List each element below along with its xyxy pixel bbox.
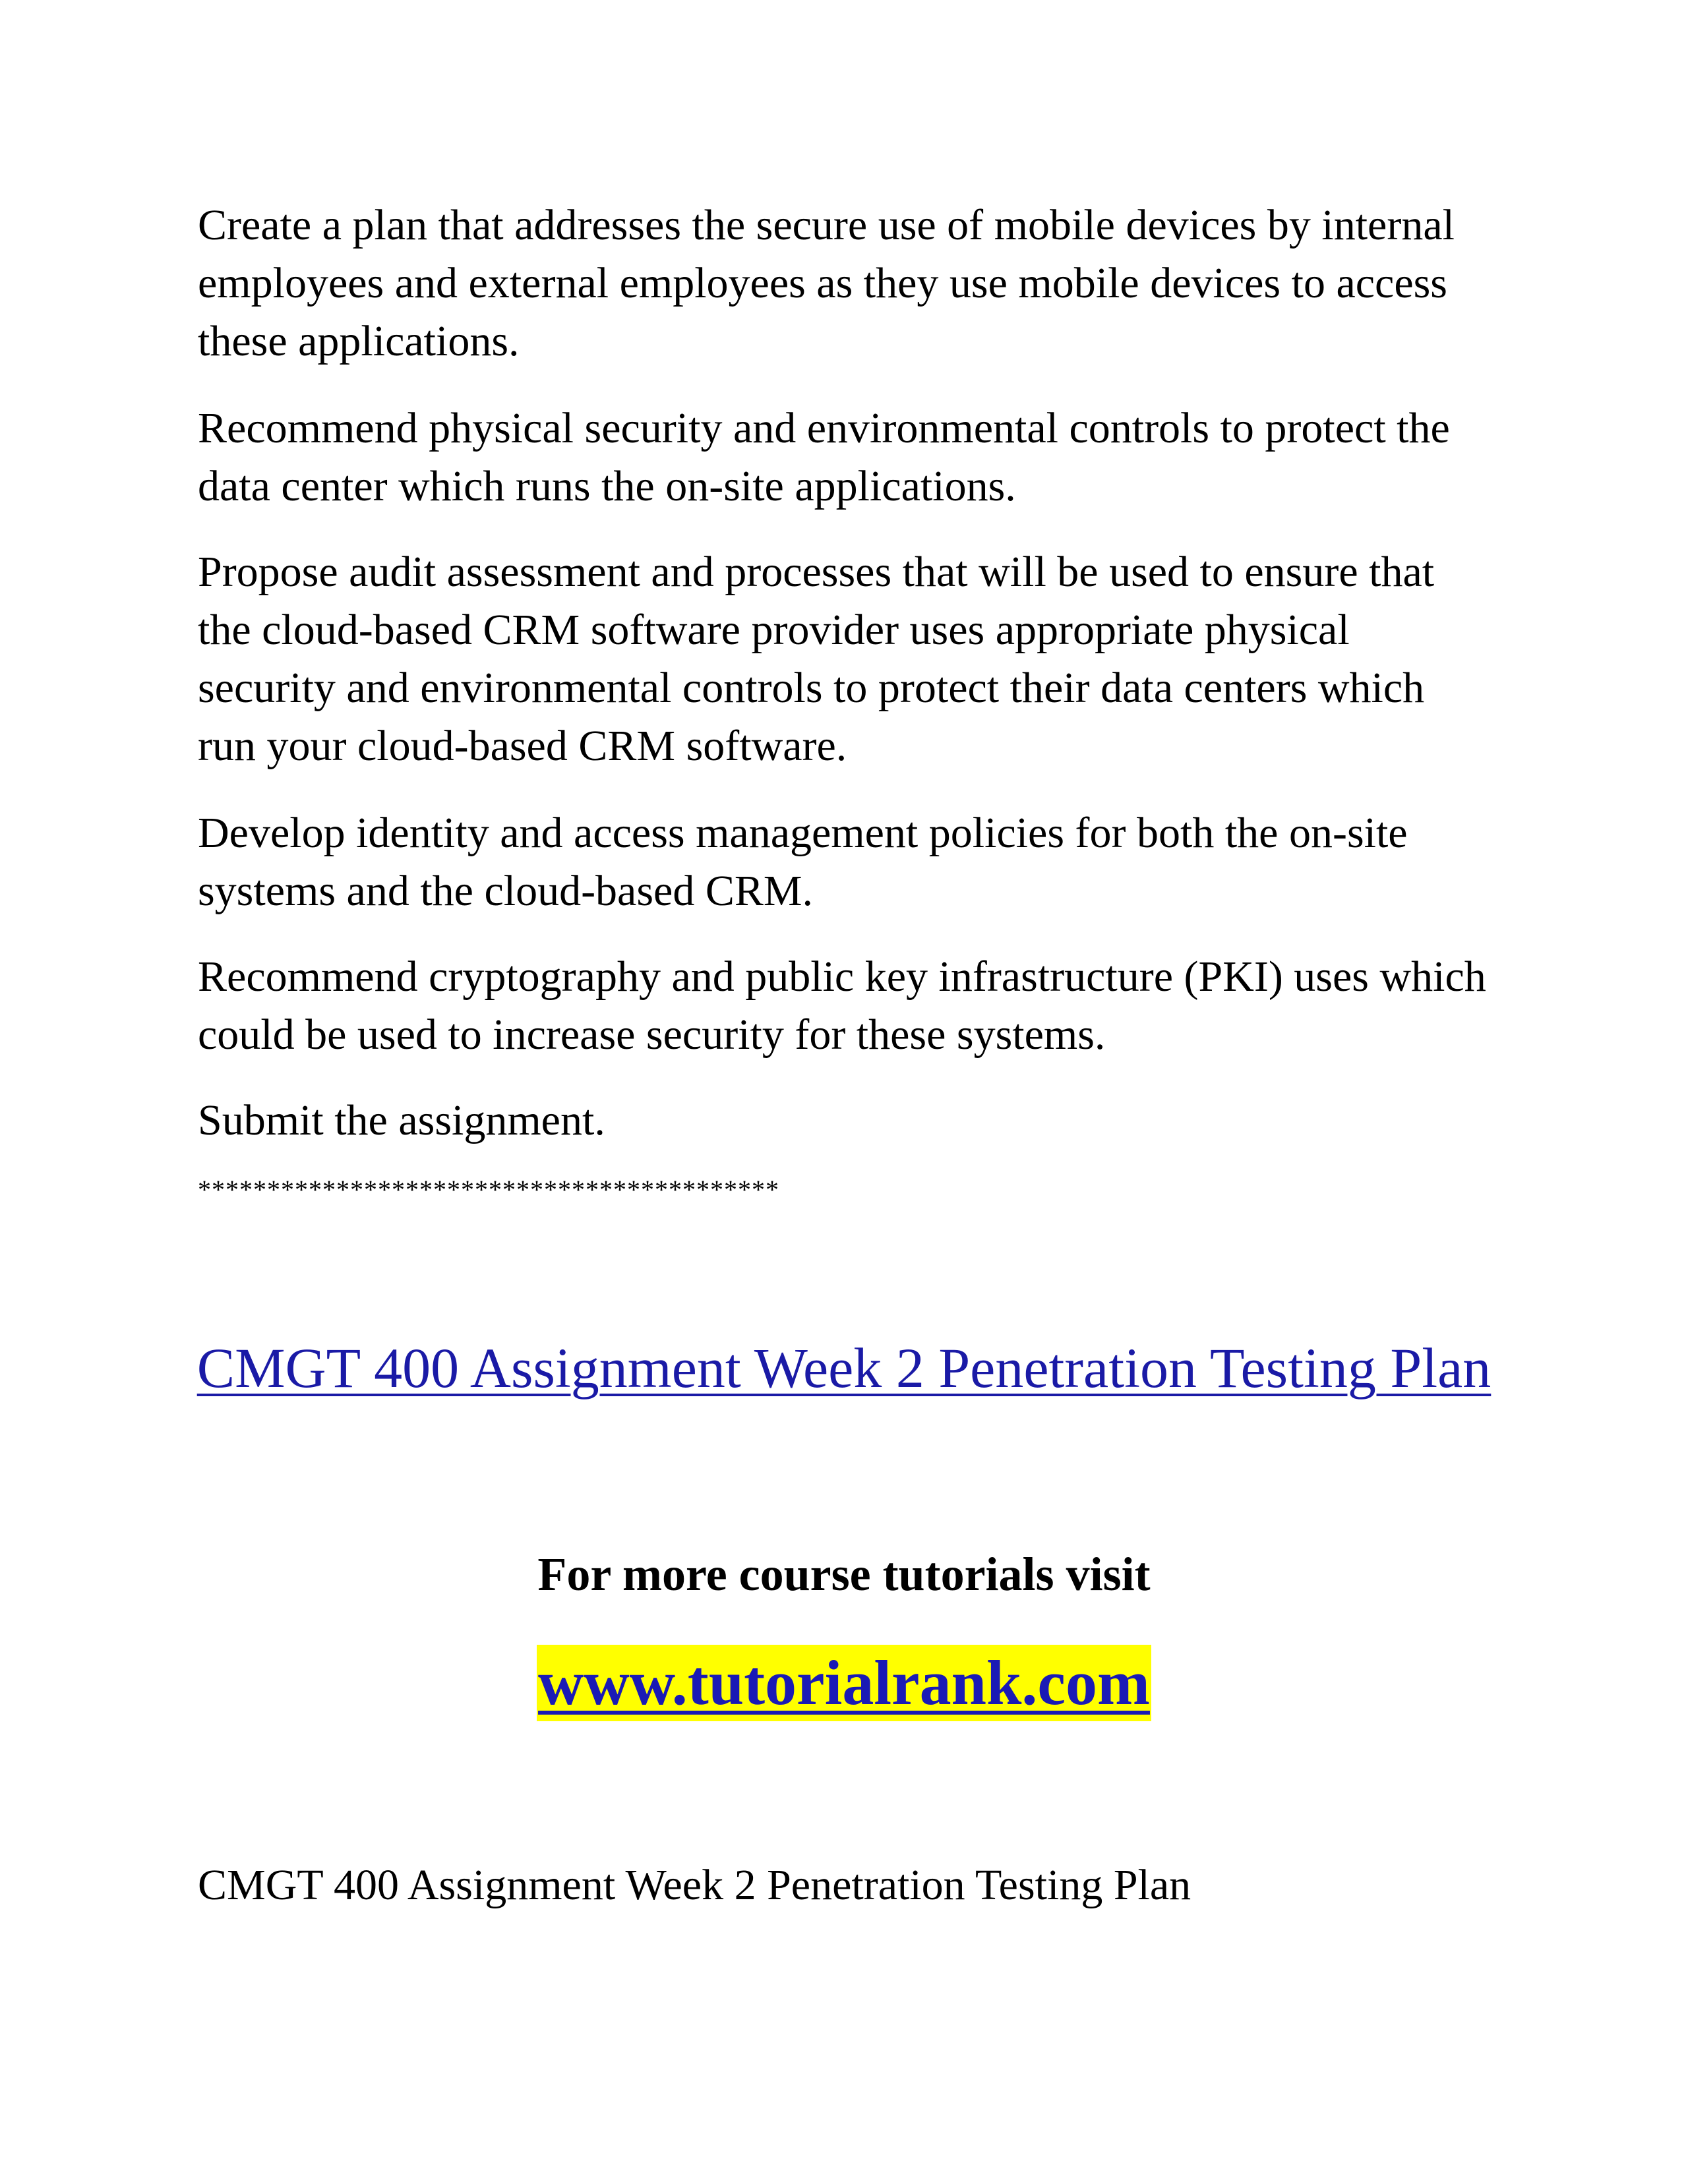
promo-heading: For more course tutorials visit	[537, 1548, 1151, 1601]
promo-site-container	[0, 1645, 1688, 1721]
assignment-title-link[interactable]: CMGT 400 Assignment Week 2 Penetration Testing Plan	[196, 1336, 1492, 1400]
footer-assignment-title: CMGT 400 Assignment Week 2 Penetration Testing Plan	[198, 1861, 1191, 1909]
tutorialrank-link[interactable]: www.tutorialrank.com	[537, 1645, 1151, 1721]
paragraph-cryptography: Recommend cryptography and public key infrastructure (PKI) uses which could be used to increase security for these systems.	[198, 953, 1486, 1059]
paragraph-submit: Submit the assignment.	[198, 1096, 605, 1144]
paragraph-audit-assessment: Propose audit assessment and processes that will be used to ensure that the cloud-based CRM software provider uses appropriate physical security and environmental controls to protect their data centers which run your cloud-based CRM software.	[198, 548, 1435, 770]
separator-asterisks: ******************************************	[198, 1175, 779, 1204]
paragraph-identity-access: Develop identity and access management policies for both the on-site systems and the cloud-based CRM.	[198, 809, 1408, 915]
paragraph-physical-security: Recommend physical security and environmental controls to protect the data center which runs the on-site applications.	[198, 404, 1450, 510]
paragraph-mobile-devices: Create a plan that addresses the secure use of mobile devices by internal employees and external employees as they use mobile devices to access these applications.	[198, 201, 1455, 365]
